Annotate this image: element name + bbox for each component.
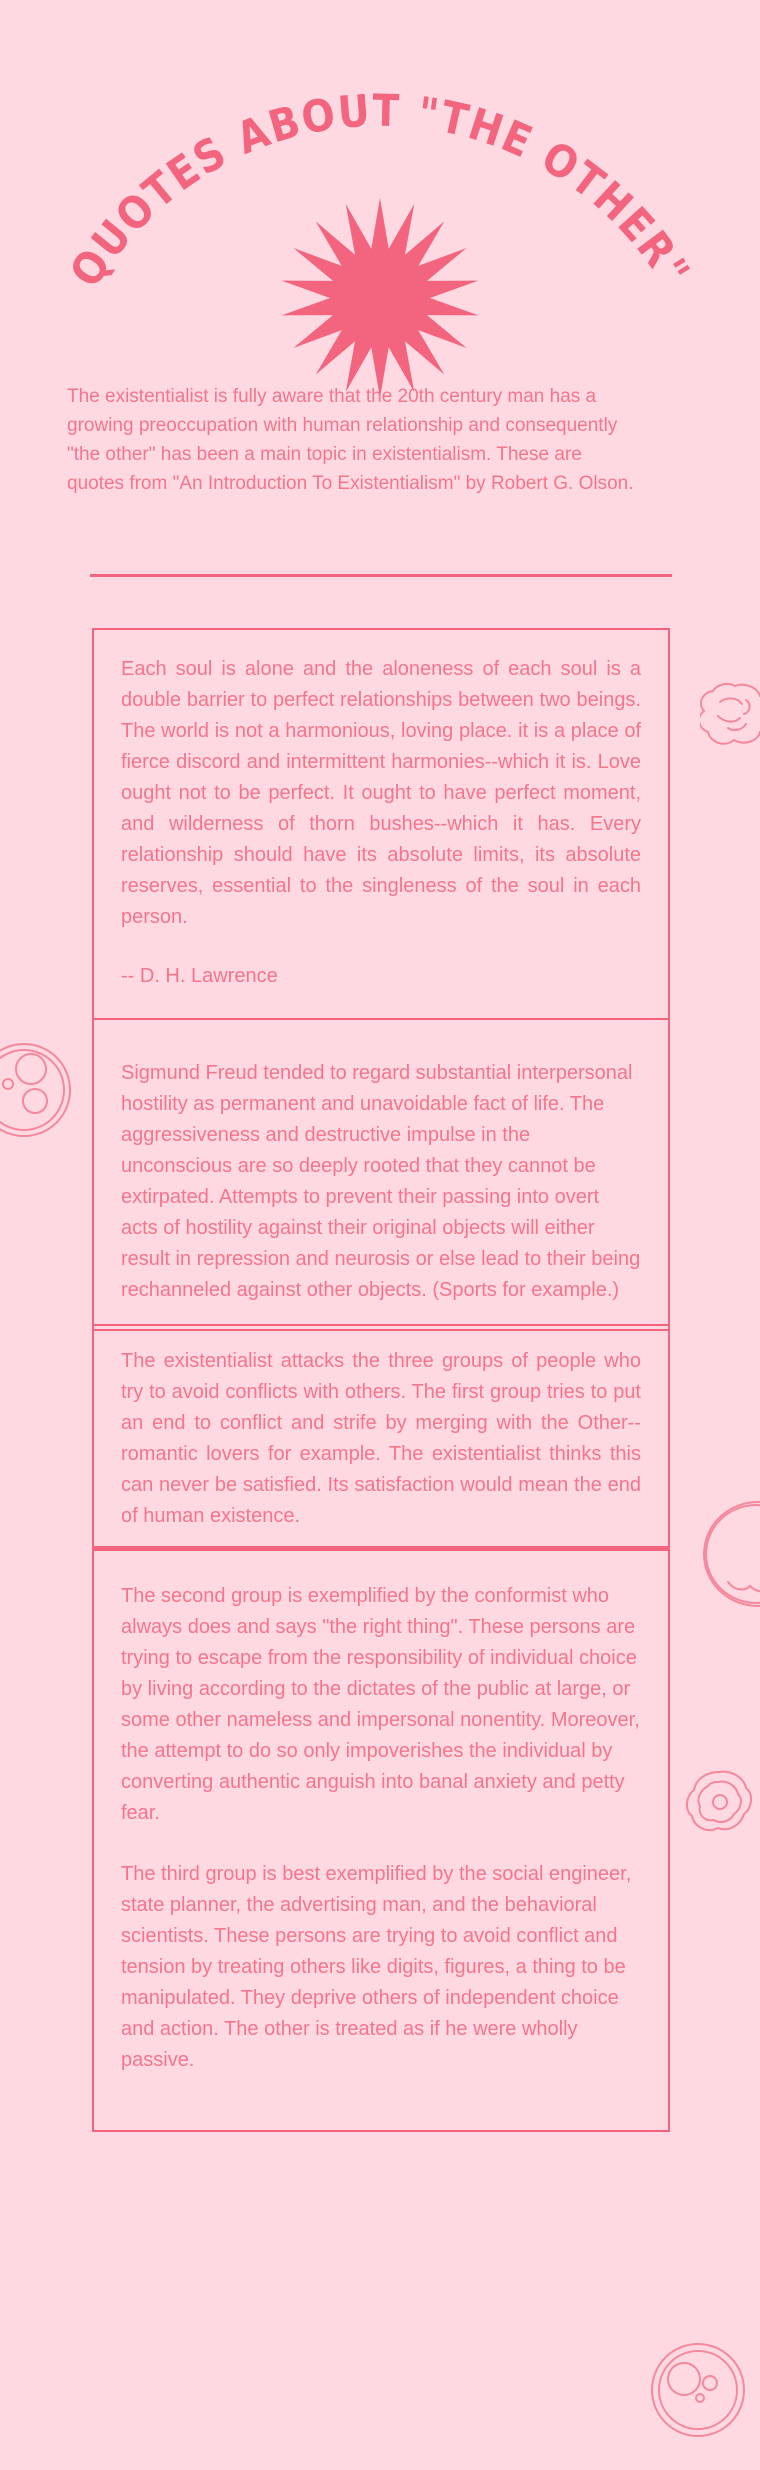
concentric-blob-doodle-icon xyxy=(684,1768,754,1838)
planet-doodle-icon xyxy=(0,1040,74,1140)
quote-text: The existentialist attacks the three groups of people who try to avoid conflicts with others. The first group tries to put an end to conflict and strife by merging with the Other--romantic lovers for example. The existentialist thinks this can never be satisfied. Its satisfaction would mean the end of human existence. xyxy=(121,1350,641,1527)
quote-column xyxy=(92,628,670,2132)
intro-text: The existentialist is fully aware that the 20th century man has a growing preoccupation with human relationship and consequently "the other" has been a main topic in existentialism. These are quotes from "An Introduction To Existentialism" by Robert G. Olson. xyxy=(67,386,634,494)
quote-text: Each soul is alone and the aloneness of each soul is a double barrier to perfect relationships between two beings. The world is not a harmonious, loving place. it is a place of fierce discord and intermittent harmonies--which it is. Love ought not to be perfect. It ought to have perfect moment, and wilderness of thorn bushes--which it has. Every relationship should have its absolute limits, its absolute reserves, essential to the singleness of the soul in each person. xyxy=(121,658,641,928)
starburst-icon xyxy=(275,193,485,403)
quote-box-three-groups xyxy=(94,1324,668,1546)
quote-text: The third group is best exemplified by the social engineer, state planner, the advertising man, and the behavioral scientists. These persons are trying to avoid conflict and tension by treating others like digits, figures, a thing to be manipulated. They deprive others of independent choice and action. The other is treated as if he were wholly passive. xyxy=(121,1863,632,2071)
quote-text: Sigmund Freud tended to regard substantial interpersonal hostility as permanent and unavoidable fact of life. The aggressiveness and destructive impulse in the unconscious are so deeply rooted that they cannot be extirpated. Attempts to prevent their passing into overt acts of hostility against their original objects will either result in repression and neurosis or else lead to their being rechanneled against other objects. (Sports for example.) xyxy=(121,1062,641,1301)
quote-box-freud xyxy=(94,1018,668,1324)
moon-doodle-icon xyxy=(648,2342,748,2442)
quote-box-lawrence xyxy=(94,630,668,1018)
quote-text: The second group is exemplified by the conformist who always does and says "the right thing". These persons are trying to escape from the responsibility of individual choice by living according to the dictates of the public at large, or some other nameless and impersonal nonentity. Moreover, the attempt to do so only impoverishes the individual by converting authentic anguish into banal anxiety and petty fear. xyxy=(121,1585,640,1824)
divider-line xyxy=(90,574,672,577)
page-title: QUOTES ABOUT "THE OTHER" xyxy=(60,85,702,299)
quote-attribution: -- D. H. Lawrence xyxy=(121,965,278,987)
cell-doodle-icon xyxy=(698,1494,760,1614)
amoeba-doodle-icon xyxy=(700,682,760,748)
quote-box-second-third-group xyxy=(94,1546,668,2130)
